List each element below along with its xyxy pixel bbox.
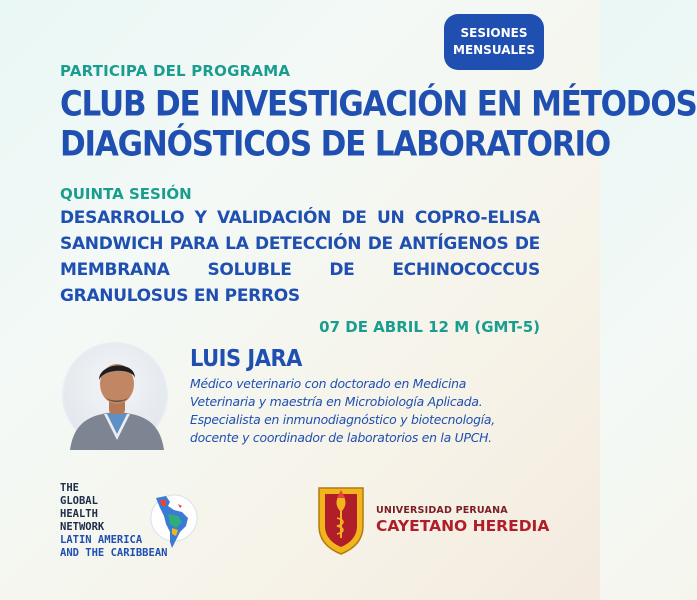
bio-line-1: Médico veterinario con doctorado en Medicina: [190, 376, 467, 391]
ghn-line-4: NETWORK: [60, 521, 105, 533]
upch-line-2: CAYETANO HEREDIA: [376, 517, 550, 535]
title-line-1: CLUB DE INVESTIGACIÓN EN MÉTODOS: [60, 84, 697, 125]
talk-title-line-2: SANDWICH PARA LA DETECCIÓN DE ANTÍGENOS DE: [60, 234, 540, 254]
talk-title-line-1: DESARROLLO Y VALIDACIÓN DE UN COPRO-ELISA: [60, 208, 540, 228]
upch-logo-text: [376, 505, 549, 535]
talk-title: [60, 205, 540, 309]
bio-line-2: Veterinaria y maestría en Microbiología Aplicada.: [190, 394, 483, 409]
ghn-line-6: AND THE CARIBBEAN: [60, 547, 168, 559]
talk-title-line-3: MEMBRANA SOLUBLE DE ECHINOCOCCUS: [60, 260, 540, 280]
ghn-line-3: HEALTH: [60, 508, 98, 520]
upch-line-1: UNIVERSIDAD PERUANA: [376, 505, 508, 516]
page-title: [60, 84, 697, 165]
sessions-badge: [444, 14, 544, 70]
event-date: 07 DE ABRIL 12 M (GMT-5): [319, 318, 540, 336]
speaker-name: LUIS JARA: [190, 345, 302, 372]
program-label: PARTICIPA DEL PROGRAMA: [60, 62, 291, 80]
title-line-2: DIAGNÓSTICOS DE LABORATORIO: [60, 124, 610, 165]
upch-shield-icon: [315, 482, 367, 556]
speaker-bio: [190, 375, 540, 447]
ghn-line-1: THE: [60, 482, 79, 494]
badge-line-2: MENSUALES: [453, 43, 535, 57]
badge-line-1: SESIONES: [460, 26, 528, 40]
ghn-line-5: LATIN AMERICA: [60, 534, 143, 546]
talk-title-line-4: GRANULOSUS EN PERROS: [60, 286, 300, 306]
latin-america-map-icon: [148, 488, 198, 554]
speaker-photo: [62, 342, 168, 448]
bio-line-4: docente y coordinador de laboratorios en la UPCH.: [190, 430, 492, 445]
bio-line-3: Especialista en inmunodiagnóstico y biotecnología,: [190, 412, 495, 427]
session-label: QUINTA SESIÓN: [60, 185, 192, 203]
ghn-line-2: GLOBAL: [60, 495, 98, 507]
